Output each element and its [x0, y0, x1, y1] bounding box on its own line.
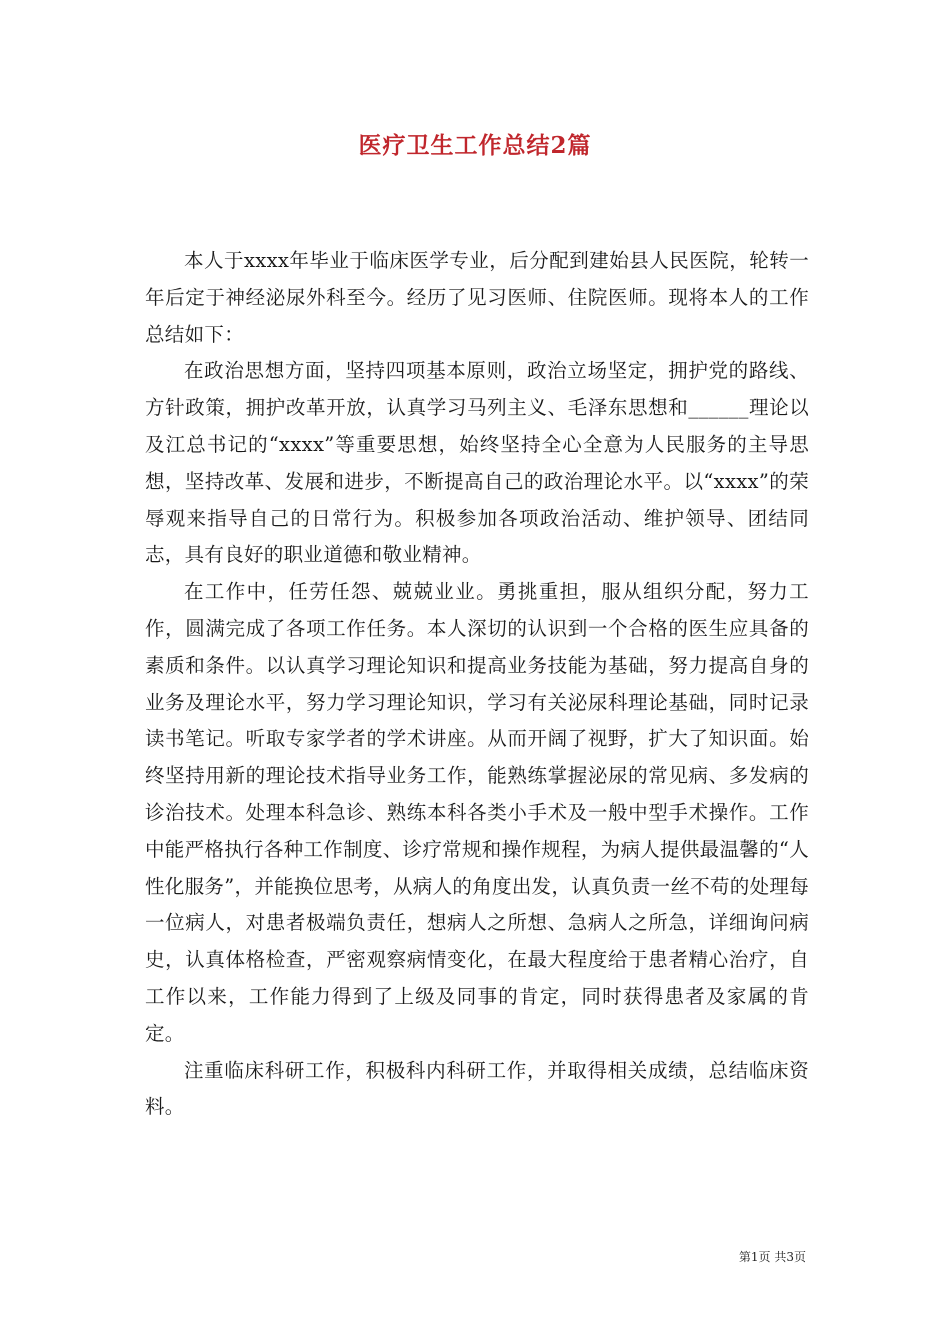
page-number: 第1页 共3页 [738, 1250, 806, 1264]
paragraph-intro: 本人于xxxx年毕业于临床医学专业，后分配到建始县人民医院，轮转一年后定于神经泌尿外科至今。经历了见习医师、住院医师。现将本人的工作总结如下： [145, 249, 809, 346]
document-body [145, 243, 809, 1126]
paragraph-research: 注重临床科研工作，积极科内科研工作，并取得相关成绩，总结临床资料。 [145, 1058, 809, 1119]
paragraph-work: 在工作中，任劳任怨、兢兢业业。勇挑重担，服从组织分配，努力工作，圆满完成了各项工作任务。本人深切的认识到一个合格的医生应具备的素质和条件。以认真学习理论知识和提高业务技能为基础，努力提高自身的业务及理论水平，努力学习理论知识，学习有关泌尿科理论基础，同时记录读书笔记。听取专家学者的学术讲座。从而开阔了视野，扩大了知识面。始终坚持用新的理论技术指导业务工作，能熟练掌握泌尿的常见病、多发病的诊治技术。处理本科急诊、熟练本科各类小手术及一般中型手术操作。工作中能严格执行各种工作制度、诊疗常规和操作规程，为病人提供最温馨的“人性化服务”，并能换位思考，从病人的角度出发，认真负责一丝不苟的处理每一位病人，对患者极端负责任，想病人之所想、急病人之所急，详细询问病史，认真体格检查，严密观察病情变化，在最大程度给于患者精心治疗，自工作以来，工作能力得到了上级及同事的肯定，同时获得患者及家属的肯定。 [145, 580, 809, 1045]
document-title: 医疗卫生工作总结2篇 [358, 132, 592, 159]
paragraph-political: 在政治思想方面，坚持四项基本原则，政治立场坚定，拥护党的路线、方针政策，拥护改革开放，认真学习马列主义、毛泽东思想和______理论以及江总书记的“xxxx”等重要思想，始终坚持全心全意为人民服务的主导思想，坚持改革、发展和进步，不断提高自己的政治理论水平。以“xxxx”的荣辱观来指导自己的日常行为。积极参加各项政治活动、维护领导、团结同志，具有良好的职业道德和敬业精神。 [145, 359, 809, 567]
